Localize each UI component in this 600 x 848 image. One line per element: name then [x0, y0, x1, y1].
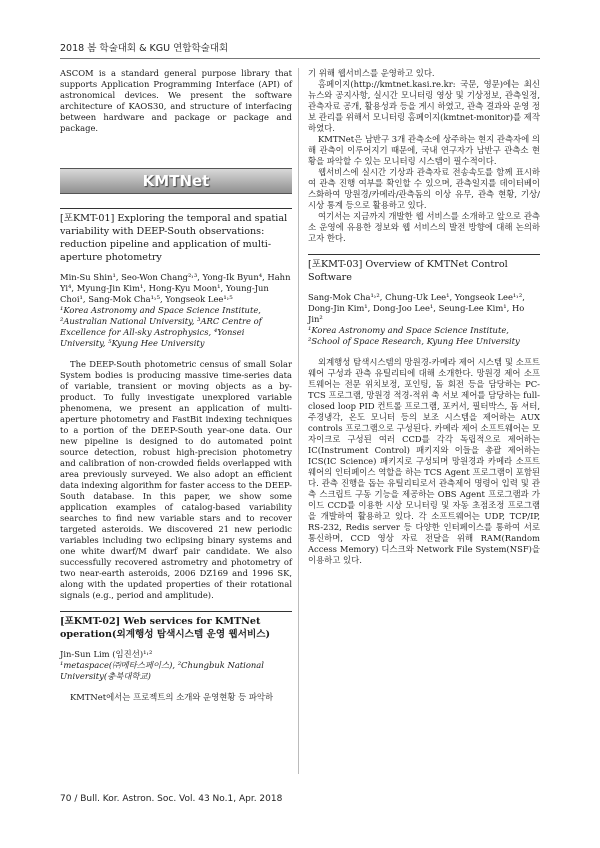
left-column — [60, 68, 292, 703]
kmt03-affiliation: ¹Korea Astronomy and Space Science Institute, ²School of Space Research, Kyung Hee University — [308, 325, 520, 346]
kmt02-paragraph: 기 위해 웹서비스를 운영하고 있다. — [308, 68, 435, 78]
page-footer: 70 / Bull. Kor. Astron. Soc. Vol. 43 No.1, Apr. 2018 — [60, 794, 283, 804]
kmt03-body: 외계행성 탐색시스템의 망원경-카메라 제어 시스템 및 소프트웨어 구성과 관측 유틸리티에 대해 소개한다. 망원경 제어 소프트웨어는 전문 위치보정, 포인팅, 돔 회전 등을 담당하는 PC-TCS 프로그램, 망원경 적경-적위 축 서보 제어를 담당하는 full-closed loop PID 컨트롤 프로그램, 포커서, 필터박스, 돔 셔터, 주경냉각, 온도 모니터 등의 보조 시스템을 제어하는 AUX controls 프로그램으로 구성된다. 카메라 제어 소프트웨어는 모자이크로 구성된 여러 CCD를 각각 독립적으로 제어하는 IC(Instrument Control) 패키지와 이들을 총괄 제어하는 ICS(IC Science) 패키지로 구성되며 망원경과 카메라 소프트웨어의 인터페이스 역할을 하는 TCS Agent 프로그램이 포함된다. 관측 진행을 돕는 유틸리티로서 관측제어 명령어 입력 및 관측 스크립트 구동 기능을 제공하는 OBS Agent 프로그램과 가이드 CCD를 이용한 시상 모니터링 및 자동 초점조정 프로그램을 개발하여 활용하고 있다. 각 소프트웨어는 UDP, TCP/IP, RS-232, Redis server 등 다양한 인터페이스를 통하여 서로 통신하며, CCD 영상 자료 전달을 위해 RAM(Random Access Memory) 디스크와 Network File System(NSF)을 이용하고 있다. — [308, 357, 540, 565]
kmt02-authors: Jin-Sun Lim (임진선)¹˒² — [60, 649, 153, 659]
kmt03-title: [포KMT-03] Overview of KMTNet Control Software — [308, 254, 540, 284]
right-column — [308, 68, 540, 566]
kmt02-affiliation: ¹metaspace(㈜메타스페이스), ²Chungbuk National University(충북대학교) — [60, 660, 264, 681]
running-header: 2018 봄 학술대회 & KGU 연합학술대회 — [60, 43, 229, 54]
kmt01-affiliation: ¹Korea Astronomy and Space Science Institute, ²Australian National University, ³ARC Centre of Excellence for All-sky Astrophysics, ⁴Yonsei University, ⁵Kyung Hee University — [60, 305, 262, 348]
kmt01-title: [포KMT-01] Exploring the temporal and spatial variability with DEEP-South observations: reduction pipeline and application of multi-aperture photometry — [60, 208, 292, 264]
kmt02-paragraph: 홈페이지(http://kmtnet.kasi.re.kr: 국문, 영문)에는 최신 뉴스와 공지사항, 실시간 모니터링 영상 및 기상정보, 관측일정, 관측자료 공개, 활용성과 등을 게시 하였고, 관측 결과와 운영 정보 관리를 위해서 모니터링 홈페이지(kmtnet-monitor)를 제작하였다. — [308, 79, 540, 133]
kmt03-authors: Sang-Mok Cha¹˒², Chung-Uk Lee¹, Yongseok Lee¹˒², Dong-Jin Kim¹, Dong-Joo Lee¹, Seung-Lee Kim¹, Ho Jin² — [308, 292, 525, 324]
kmt02-paragraph: 여기서는 지금까지 개발한 웹 서비스를 소개하고 앞으로 관측소 운영에 유용한 정보와 웹 서비스의 발전 방향에 대해 논의하고자 한다. — [308, 211, 540, 243]
kmt01-authors: Min-Su Shin¹, Seo-Won Chang²˒³, Yong-Ik Byun⁴, Hahn Yi⁴, Myung-Jin Kim¹, Hong-Kyu Moon¹, Young-Jun Choi¹, Sang-Mok Cha¹˒⁵, Yongseok Lee¹˒⁵ — [60, 272, 291, 304]
kmt02-body: KMTNet에서는 프로젝트의 소개와 운영현황 등 파악하 — [70, 692, 274, 702]
header-rule — [60, 58, 540, 59]
kmt02-title: [포KMT-02] Web services for KMTNet operation(외계행성 탐색시스템 운영 웹서비스) — [60, 611, 292, 641]
section-banner: KMTNet — [60, 168, 292, 194]
kmt02-paragraph: KMTNet은 남반구 3개 관측소에 상주하는 현지 관측자에 의해 관측이 이루어지기 때문에, 국내 연구자가 남반구 관측소 현황을 파악할 수 있는 모니터링 시스템이 필수적이다. — [308, 134, 540, 166]
column-divider — [298, 68, 299, 774]
intro-paragraph: ASCOM is a standard general purpose library that supports Application Programming Interface (API) of astronomical devices. We present the software architecture of KAOS30, and structure of interfacing between hardware and package or package and package. — [60, 68, 292, 133]
kmt01-body: The DEEP-South photometric census of small Solar System bodies is producing massive time-series data of variable, transient or moving objects as a by-product. To fully investigate unexplored variable phenomena, we present an application of multi-aperture photometry and FastBit indexing techniques to a portion of the DEEP-South year-one data. Our new pipeline is designed to do automated point source detection, robust high-precision photometry and calibration of non-crowded fields overlapped with area previously surveyed. We also adopt an efficient data indexing algorithm for faster access to the DEEP-South database. In this paper, we show some application examples of catalog-based variability searches to find new variable stars and to recover targeted asteroids. We discovered 21 new periodic variables including two eclipsing binary systems and one white dwarf/M dwarf pair candidate. We also successfully recovered astrometry and photometry of two near-earth asteroids, 2006 DZ169 and 1996 SK, along with the updated properties of their rotational signals (e.g., period and amplitude). — [60, 359, 292, 600]
kmt02-paragraph: 웹서비스에 실시간 기상과 관측자료 전송속도를 함께 표시하여 관측 진행 여부를 확인할 수 있으며, 관측일지를 데이터베이스화하여 망원경/카메라/관측돔의 이상 유무, 관측 현황, 기상/시상 통계 등으로 활용하고 있다. — [308, 167, 540, 210]
